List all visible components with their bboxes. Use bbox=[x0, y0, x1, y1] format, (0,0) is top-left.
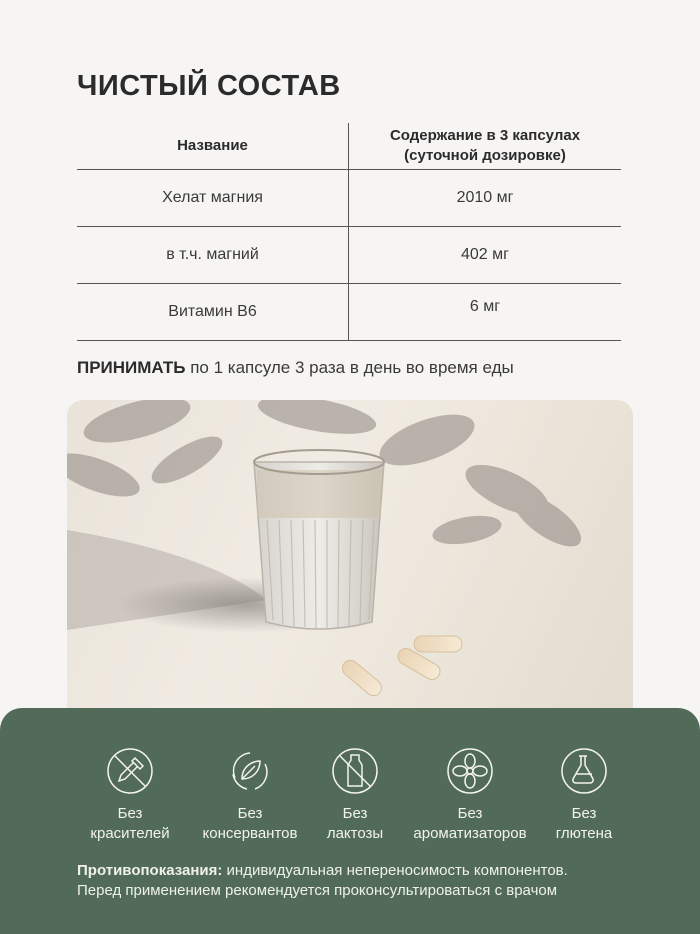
feature-line2: красителей bbox=[90, 825, 170, 842]
table-header-row bbox=[77, 123, 621, 170]
header-content-line1: Содержание в 3 капсулах bbox=[389, 127, 581, 144]
ingredient-name: в т.ч. магний bbox=[77, 227, 349, 283]
contraindications-label: Противопоказания: bbox=[77, 862, 223, 879]
header-content bbox=[349, 123, 621, 169]
ingredient-name: Хелат магния bbox=[77, 170, 349, 226]
table-row bbox=[77, 227, 621, 284]
ingredient-value: 6 мг bbox=[469, 298, 501, 315]
feature-no-dyes bbox=[60, 746, 200, 844]
table-row bbox=[77, 284, 621, 341]
feature-line2: ароматизаторов bbox=[413, 825, 527, 842]
no-lactose-bottle-icon bbox=[330, 746, 380, 796]
composition-table bbox=[77, 123, 621, 341]
feature-line1: Без bbox=[342, 805, 368, 822]
ingredient-name: Витамин B6 bbox=[77, 284, 349, 340]
no-flavor-flower-icon bbox=[445, 746, 495, 796]
feature-no-gluten bbox=[514, 746, 654, 844]
glass-and-capsules-illustration bbox=[67, 400, 633, 730]
header-name: Название bbox=[77, 123, 349, 169]
no-preservatives-leaf-icon bbox=[225, 746, 275, 796]
header-content-line2: (суточной дозировке) bbox=[404, 147, 566, 164]
features-panel bbox=[0, 708, 700, 934]
feature-line1: Без bbox=[571, 805, 597, 822]
water-glass bbox=[254, 450, 384, 629]
dosage-label: ПРИНИМАТЬ bbox=[77, 358, 186, 377]
feature-line1: Без bbox=[117, 805, 143, 822]
feature-line2: лактозы bbox=[326, 825, 384, 842]
feature-line2: консервантов bbox=[202, 825, 298, 842]
capsules bbox=[339, 636, 462, 699]
product-photo bbox=[67, 400, 633, 730]
no-gluten-flask-icon bbox=[559, 746, 609, 796]
ingredient-value: 402 мг bbox=[461, 246, 509, 263]
ingredient-value: 2010 мг bbox=[456, 189, 514, 206]
dosage-text: по 1 капсуле 3 раза в день во время еды bbox=[185, 358, 514, 377]
contraindications-line2: Перед применением рекомендуется проконсультироваться с врачом bbox=[77, 882, 558, 899]
feature-line2: глютена bbox=[555, 825, 613, 842]
contraindications-text: индивидуальная непереносимость компонентов. bbox=[222, 862, 568, 879]
feature-line1: Без bbox=[237, 805, 263, 822]
no-dye-dropper-icon bbox=[105, 746, 155, 796]
contraindications bbox=[77, 861, 677, 901]
feature-line1: Без bbox=[457, 805, 483, 822]
table-row bbox=[77, 170, 621, 227]
page-title: ЧИСТЫЙ СОСТАВ bbox=[77, 70, 341, 102]
dosage-instruction bbox=[77, 358, 514, 378]
